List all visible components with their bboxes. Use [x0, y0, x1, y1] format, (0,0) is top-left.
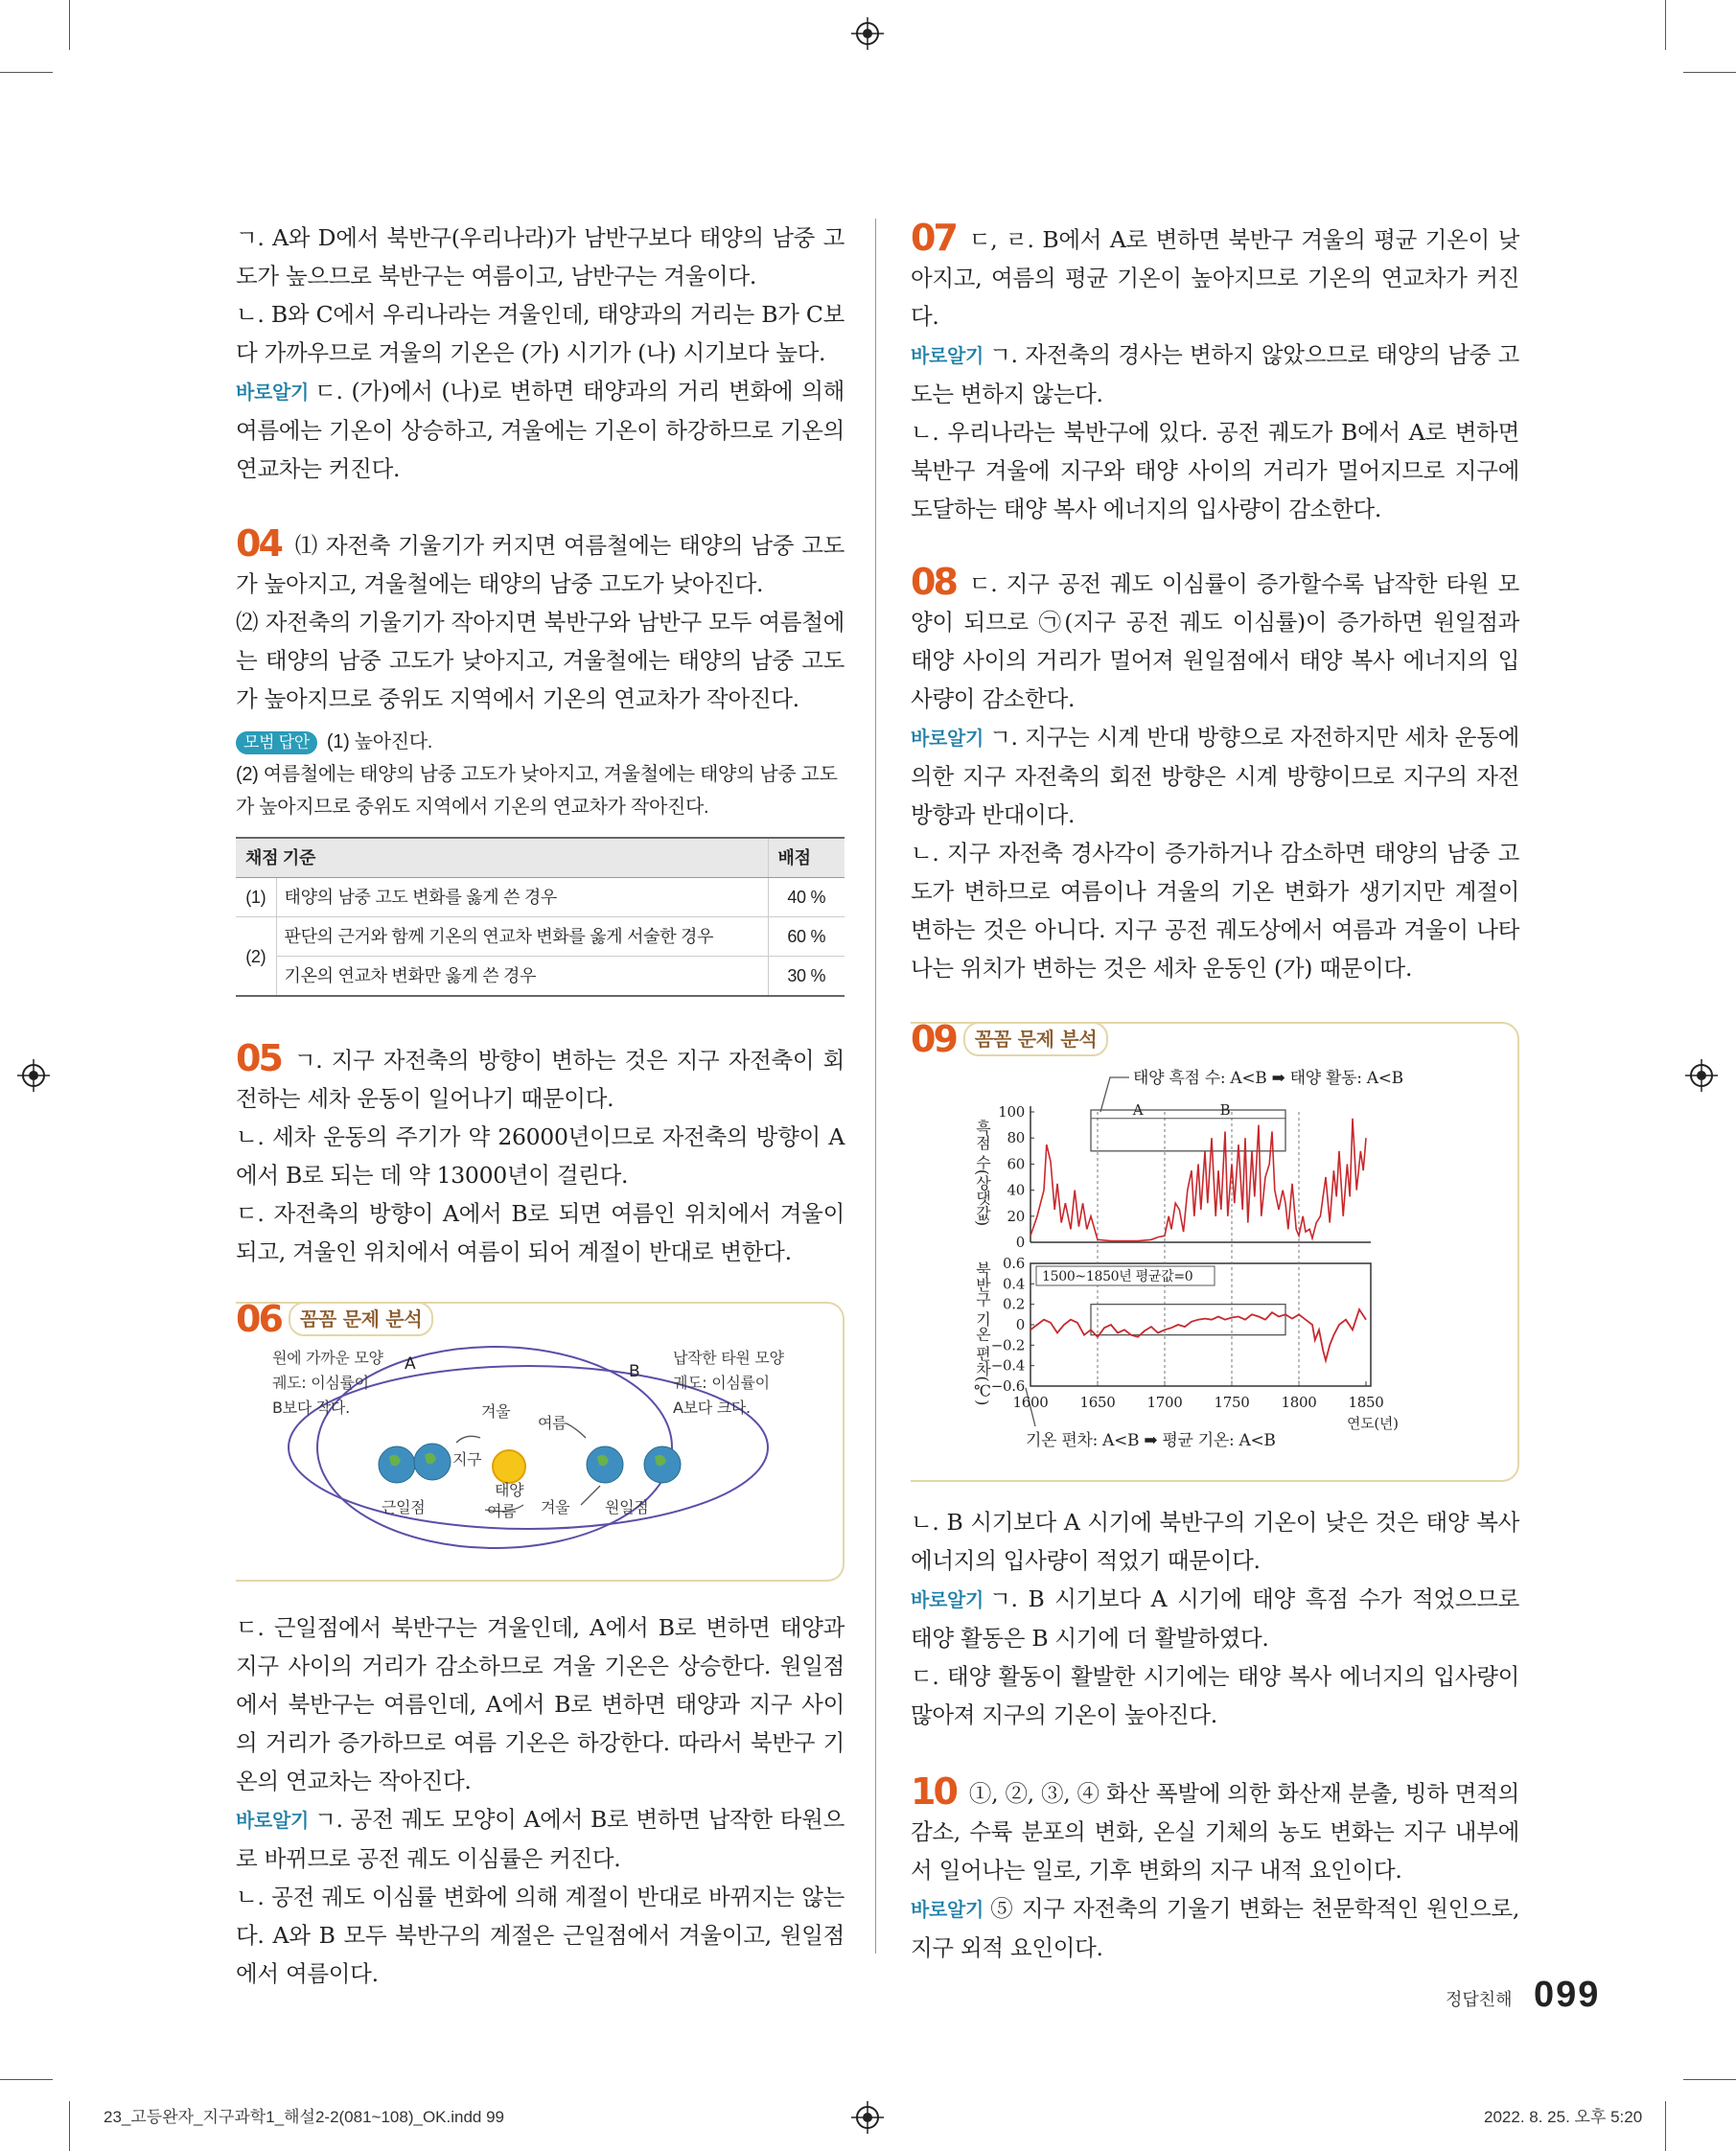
crop-mark — [1665, 2101, 1666, 2151]
xtick-label: 1600 — [1012, 1394, 1049, 1411]
period-box-bottom — [1091, 1305, 1285, 1335]
fig-tag: 꼼꼼 문제 분석 — [963, 1022, 1108, 1056]
page-number: 099 — [1534, 1975, 1601, 2015]
fig-tag: 꼼꼼 문제 분석 — [289, 1302, 433, 1336]
crop-mark — [69, 2101, 70, 2151]
xtick-label: 1700 — [1146, 1394, 1183, 1411]
registration-mark-icon — [851, 2101, 884, 2134]
q07-paragraph: ㄴ. 우리나라는 북반구에 있다. 공전 궤도가 B에서 A로 변하면 북반구 겨울에 지구와 태양 사이의 거리가 멀어지므로 지구에 도달하는 태양 복사 에너지의 입사량이 감소한다. — [911, 419, 1519, 522]
question-number: 07 — [911, 217, 956, 259]
q08-wrong-paragraph — [911, 718, 1519, 834]
annotation-arrow — [1100, 1077, 1129, 1112]
wrong-label: 바로알기 — [911, 344, 984, 367]
table-header: 배점 — [768, 838, 845, 878]
q05-text: ㄱ. 지구 자전축의 방향이 변하는 것은 지구 자전축이 회전하는 세차 운동이 일어나기 때문이다. — [236, 1047, 845, 1112]
table-cell: 30 % — [768, 957, 845, 997]
fig06-note: A보다 크다. — [673, 1399, 751, 1417]
temperature-ytick-label: 0 — [1015, 1316, 1025, 1333]
crop-mark — [0, 2079, 53, 2080]
table-header-row — [236, 838, 845, 878]
registration-mark-icon — [1685, 1059, 1718, 1092]
q08-text: ㄷ. 지구 공전 궤도 이심률이 증가할수록 납작한 타원 모양이 되므로 ㉠(지구 공전 궤도 이심률)이 증가하면 원일점과 태양 사이의 거리가 멀어져 원일점에서 태양 복사 에너지의 입사량이 감소한다. — [911, 570, 1519, 712]
sunspot-ytick-label: 0 — [1015, 1234, 1025, 1251]
crop-mark — [1665, 0, 1666, 50]
q07-wrong-paragraph — [911, 335, 1519, 413]
q08-wrong-text: ㄱ. 지구는 시계 반대 방향으로 자전하지만 세차 운동에 의한 지구 자전축의 회전 방향은 시계 방향이므로 지구의 자전 방향과 반대이다. — [911, 724, 1519, 828]
question-number: 10 — [911, 1770, 956, 1813]
fig09-box — [911, 1018, 1519, 1482]
temperature-ytick-label: 0.2 — [1003, 1295, 1025, 1313]
wrong-label: 바로알기 — [911, 727, 984, 750]
wrong-label: 바로알기 — [911, 1588, 984, 1611]
table-cell: (1) — [236, 878, 276, 917]
sunspot-ytick-label: 80 — [1007, 1129, 1025, 1147]
table-cell: 기온의 연교차 변화만 옳게 쓴 경우 — [276, 957, 768, 997]
registration-mark-icon — [17, 1059, 50, 1092]
q06-paragraph: ㄴ. 공전 궤도 이심률 변화에 의해 계절이 반대로 바뀌지는 않는다. A와 B 모두 북반구의 계절은 근일점에서 겨울이고, 원일점에서 여름이다. — [236, 1884, 845, 1987]
q09-wrong-paragraph — [911, 1580, 1519, 1657]
q10-wrong-text: ⑤ 지구 자전축의 기울기 변화는 천문학적인 원인으로, 지구 외적 요인이다. — [911, 1895, 1519, 1961]
orbit-label-a: A — [405, 1354, 416, 1374]
question-05 — [236, 1039, 845, 1271]
q09-wrong-text: ㄱ. B 시기보다 A 시기에 태양 흑점 수가 적었으므로 태양 활동은 B 시기에 더 활발하였다. — [911, 1585, 1519, 1652]
xtick-label: 1850 — [1348, 1394, 1384, 1411]
wrong-label: 바로알기 — [236, 1809, 310, 1832]
q08-paragraph: ㄴ. 지구 자전축 경사각이 증가하거나 감소하면 태양의 남중 고도가 변하므로 여름이나 겨울의 기온 변화가 생기지만 계절이 변하는 것은 아니다. 지구 공전 궤도상에서 여름과 겨울이 나타나는 위치가 변하는 것은 세차 운동인 (가) 때문이다. — [911, 840, 1519, 982]
left-column — [236, 219, 845, 1993]
q03-wrong-text: ㄷ. (가)에서 (나)로 변하면 태양과의 거리 변화에 의해 여름에는 기온이 상승하고, 겨울에는 기온이 하강하므로 기온의 연교차는 커진다. — [236, 378, 845, 482]
registration-mark-icon — [851, 17, 884, 50]
arrow-icon — [567, 1423, 586, 1438]
fig06-note: 궤도: 이심률이 — [272, 1374, 369, 1392]
q05-paragraph: ㄴ. 세차 운동의 주기가 약 26000년이므로 자전축의 방향이 A에서 B로 되는 데 약 13000년이 걸린다. — [236, 1123, 845, 1189]
table-row — [236, 957, 845, 997]
model-answer-line: (1) 높아진다. — [326, 731, 433, 752]
sun-icon — [493, 1450, 525, 1483]
question-number: 06 — [236, 1298, 281, 1340]
file-name: 23_고등완자_지구과학1_해설2-2(081~108)_OK.indd 99 — [104, 2108, 505, 2126]
chart-top-annotation: 태양 흑점 수: A<B ➡ 태양 활동: A<B — [1133, 1069, 1403, 1088]
table-row — [236, 917, 845, 957]
perihelion-label: 근일점 — [382, 1498, 426, 1516]
sunspot-series-line — [1030, 1119, 1366, 1241]
chart-bottom-annotation: 기온 편차: A<B ➡ 평균 기온: A<B — [1026, 1431, 1276, 1450]
earth-label: 지구 — [452, 1450, 482, 1469]
q06-paragraph: ㄷ. 근일점에서 북반구는 겨울인데, A에서 B로 변하면 태양과 지구 사이의 거리가 감소하므로 겨울 기온은 상승한다. 원일점에서 북반구는 여름인데, A에서 B로 변하면 태양과 지구 사이의 거리가 증가하므로 여름 기온은 하강한다. 따라서 북반구 기온의 연교차는 작아진다. — [236, 1614, 845, 1794]
wrong-label: 바로알기 — [236, 381, 310, 404]
table-header: 채점 기준 — [236, 838, 768, 878]
q04-paragraph: ⑵ 자전축의 기울기가 작아지면 북반구와 남반구 모두 여름철에는 태양의 남중 고도가 낮아지고, 겨울철에는 태양의 남중 고도가 높아지므로 중위도 지역에서 기온의 연교차가 작아진다. — [236, 609, 845, 712]
q09-paragraph: ㄷ. 태양 활동이 활발한 시기에는 태양 복사 에너지의 입사량이 많아져 지구의 기온이 높아진다. — [911, 1663, 1519, 1728]
sun-label: 태양 — [495, 1481, 524, 1499]
q07-wrong-text: ㄱ. 자전축의 경사는 변하지 않았으므로 태양의 남중 고도는 변하지 않는다. — [911, 341, 1519, 407]
question-10 — [911, 1772, 1519, 1967]
q05-paragraph — [236, 1039, 845, 1118]
right-column — [911, 219, 1519, 1967]
temperature-ytick-label: −0.6 — [990, 1377, 1025, 1395]
temperature-ytick-label: 0.4 — [1003, 1275, 1025, 1293]
temperature-ytick-label: −0.4 — [990, 1356, 1025, 1375]
table-row — [236, 878, 845, 917]
question-09 — [911, 1018, 1519, 1734]
table-cell: 태양의 남중 고도 변화를 옳게 쓴 경우 — [276, 878, 768, 917]
wrong-label: 바로알기 — [911, 1898, 984, 1921]
table-cell: (2) — [236, 917, 276, 997]
table-cell: 60 % — [768, 917, 845, 957]
fig06-note: 원에 가까운 모양 — [272, 1349, 383, 1367]
xtick-label: 1800 — [1281, 1394, 1317, 1411]
xtick-label: 1650 — [1079, 1394, 1116, 1411]
timestamp: 2022. 8. 25. 오후 5:20 — [1484, 2108, 1643, 2126]
orbit-label-b: B — [629, 1362, 640, 1381]
fig06-note: 궤도: 이심률이 — [673, 1374, 770, 1392]
q10-paragraph — [911, 1772, 1519, 1889]
temperature-ytick-label: −0.2 — [990, 1336, 1025, 1354]
q10-wrong-paragraph — [911, 1889, 1519, 1967]
crop-mark — [1683, 2079, 1736, 2080]
crop-mark — [1683, 72, 1736, 73]
q07-text: ㄷ, ㄹ. B에서 A로 변하면 북반구 겨울의 평균 기온이 낮아지고, 여름의 평균 기온이 높아지므로 기온의 연교차가 커진다. — [911, 226, 1519, 330]
temperature-ytick-label: 0.6 — [1003, 1255, 1025, 1272]
period-label-a: A — [1132, 1100, 1144, 1119]
temperature-ylabel: 북반구 기온 편차(℃) — [973, 1261, 992, 1406]
question-number: 08 — [911, 561, 956, 603]
question-number: 09 — [911, 1018, 956, 1060]
period-box-top — [1091, 1110, 1285, 1151]
question-number: 05 — [236, 1037, 281, 1079]
sunspot-ytick-label: 60 — [1007, 1155, 1025, 1173]
season-label: 겨울 — [541, 1498, 570, 1516]
aphelion-label: 원일점 — [605, 1498, 649, 1516]
grading-table — [236, 837, 845, 997]
model-answer-badge: 모범 답안 — [236, 731, 317, 754]
q05-paragraph: ㄷ. 자전축의 방향이 A에서 B로 되면 여름인 위치에서 겨울이 되고, 겨울인 위치에서 여름이 되어 계절이 반대로 변한다. — [236, 1200, 845, 1265]
xtick-label: 1750 — [1214, 1394, 1250, 1411]
q04-paragraph — [236, 524, 845, 603]
q03-paragraph: ㄱ. A와 D에서 북반구(우리나라)가 남반구보다 태양의 남중 고도가 높으므로 북반구는 여름이고, 남반구는 겨울이다. — [236, 224, 845, 289]
q09-paragraph: ㄴ. B 시기보다 A 시기에 북반구의 기온이 낮은 것은 태양 복사 에너지의 입사량이 적었기 때문이다. — [911, 1509, 1519, 1574]
page-label: 정답친해 — [1446, 1990, 1513, 2009]
q06-wrong-text: ㄱ. 공전 궤도 모양이 A에서 B로 변하면 납작한 타원으로 바뀌므로 공전 궤도 이심률은 커진다. — [236, 1806, 845, 1872]
crop-mark — [69, 0, 70, 50]
xaxis-label: 연도(년) — [1347, 1415, 1399, 1432]
q03-paragraph: ㄴ. B와 C에서 우리나라는 겨울인데, 태양과의 거리는 B가 C보다 가까우므로 겨울의 기온은 (가) 시기가 (나) 시기보다 높다. — [236, 301, 845, 366]
question-06 — [236, 1298, 845, 1993]
sunspot-ytick-label: 40 — [1007, 1181, 1025, 1199]
model-answer-line: (2) 여름철에는 태양의 남중 고도가 낮아지고, 겨울철에는 태양의 남중 고도가 높아지므로 중위도 지역에서 기온의 연교차가 작아진다. — [236, 764, 838, 818]
q03-wrong-paragraph — [236, 372, 845, 488]
sunspot-ytick-label: 100 — [998, 1103, 1025, 1121]
table-cell: 판단의 근거와 함께 기온의 연교차 변화를 옳게 서술한 경우 — [276, 917, 768, 957]
period-label-b: B — [1219, 1100, 1231, 1119]
season-label: 겨울 — [481, 1402, 511, 1421]
orbit-diagram — [236, 1304, 843, 1582]
crop-mark — [0, 72, 53, 73]
question-08 — [911, 563, 1519, 987]
sunspot-ylabel: 흑점 수(상댓값) — [973, 1120, 992, 1226]
season-label: 여름 — [538, 1414, 567, 1432]
arrow-icon — [581, 1486, 600, 1505]
question-number: 04 — [236, 522, 281, 565]
fig06-note: B보다 작다. — [272, 1399, 350, 1417]
fig06-note: 납작한 타원 모양 — [673, 1349, 784, 1367]
sunspot-ytick-label: 20 — [1007, 1207, 1025, 1225]
q06-wrong-paragraph — [236, 1800, 845, 1878]
table-cell: 40 % — [768, 878, 845, 917]
sunspot-temperature-chart — [911, 1024, 1517, 1482]
column-divider — [875, 219, 876, 1954]
season-label: 여름 — [487, 1502, 517, 1520]
q08-paragraph — [911, 563, 1519, 718]
q04-text: ⑴ 자전축 기울기가 커지면 여름철에는 태양의 남중 고도가 높아지고, 겨울철에는 태양의 남중 고도가 낮아진다. — [236, 532, 845, 597]
arrow-icon — [456, 1436, 480, 1443]
q07-paragraph — [911, 219, 1519, 335]
question-04 — [236, 524, 845, 997]
model-answer — [236, 726, 845, 823]
q10-text: ①, ②, ③, ④ 화산 폭발에 의한 화산재 분출, 빙하 면적의 감소, 수륙 분포의 변화, 온실 기체의 농도 변화는 지구 내부에서 일어나는 일로, 기후 변화의 지구 내적 요인이다. — [911, 1780, 1519, 1884]
fig06-box — [236, 1298, 845, 1582]
baseline-label: 1500~1850년 평균값=0 — [1042, 1269, 1193, 1284]
